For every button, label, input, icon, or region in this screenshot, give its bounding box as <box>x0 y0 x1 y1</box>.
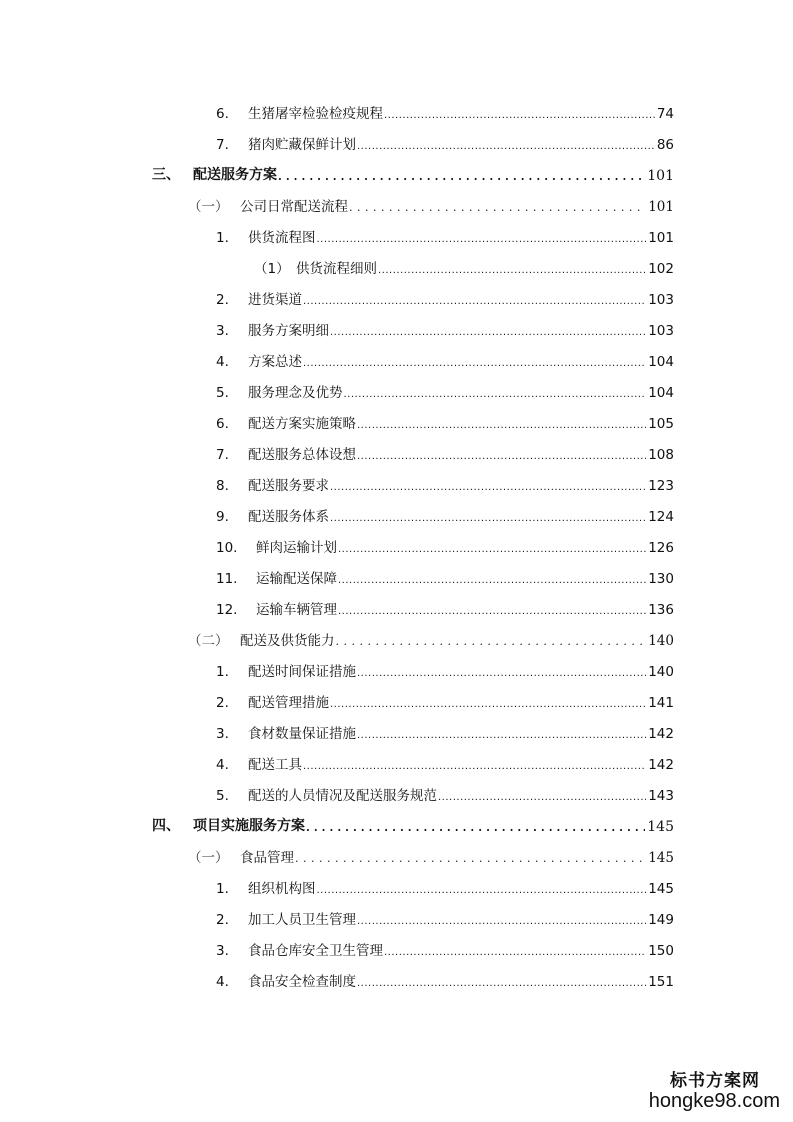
toc-entry-title: 生猪屠宰检验检疫规程 <box>248 106 383 122</box>
toc-entry[interactable] <box>216 722 674 742</box>
toc-entry-title: 进货渠道 <box>248 292 302 308</box>
dot-leader <box>306 823 645 832</box>
toc-entry-number: 3. <box>216 323 229 339</box>
toc-entry-number: （一） <box>188 850 229 866</box>
toc-entry-number: 7. <box>216 447 229 463</box>
toc-entry-page: 124 <box>648 509 674 525</box>
toc-entry[interactable] <box>216 412 674 432</box>
toc-entry[interactable] <box>216 691 674 711</box>
toc-entry-title: 服务方案明细 <box>248 323 329 339</box>
toc-entry[interactable] <box>216 877 674 897</box>
toc-entry-page: 105 <box>648 416 674 432</box>
dot-leader <box>317 234 647 243</box>
toc-entry-number: 2. <box>216 292 229 308</box>
toc-entry-number: 1. <box>216 664 229 680</box>
toc-entry-number: 3. <box>216 943 229 959</box>
dot-leader <box>357 730 646 739</box>
toc-entry-title: 配送服务方案 <box>193 167 277 183</box>
toc-entry-page: 150 <box>648 943 674 959</box>
toc-entry-number: 10. <box>216 540 238 556</box>
toc-entry-number: 2. <box>216 695 229 711</box>
dot-leader <box>303 296 646 305</box>
toc-entry[interactable] <box>188 195 674 215</box>
toc-entry[interactable] <box>216 598 674 618</box>
toc-entry[interactable] <box>216 939 674 959</box>
toc-entry-page: 86 <box>656 137 674 153</box>
toc-entry-page: 104 <box>648 385 674 401</box>
toc-entry-title: 猪肉贮藏保鲜计划 <box>248 137 356 153</box>
toc-entry-title: 方案总述 <box>248 354 302 370</box>
toc-entry-page: 140 <box>648 664 674 680</box>
toc-entry-page: 140 <box>648 633 674 649</box>
toc-entry[interactable] <box>216 133 674 153</box>
toc-entry[interactable] <box>216 443 674 463</box>
toc-entry-page: 145 <box>648 881 674 897</box>
toc-entry-page: 151 <box>648 974 674 990</box>
toc-entry-title: 加工人员卫生管理 <box>248 912 356 928</box>
dot-leader <box>378 265 646 274</box>
dot-leader <box>357 451 646 460</box>
watermark-title: 标书方案网 <box>670 1071 760 1091</box>
dot-leader <box>330 327 646 336</box>
toc-entry-number: 6. <box>216 416 229 432</box>
toc-entry[interactable] <box>216 908 674 928</box>
toc-entry-title: 配送方案实施策略 <box>248 416 356 432</box>
toc-entry-title: 运输配送保障 <box>256 571 337 587</box>
toc-entry-title: 配送及供货能力 <box>240 633 335 649</box>
toc-entry[interactable] <box>254 257 674 277</box>
dot-leader <box>349 203 646 212</box>
toc-entry[interactable] <box>216 288 674 308</box>
toc-entry-page: 143 <box>648 788 674 804</box>
dot-leader <box>357 420 646 429</box>
toc-entry-number: 5. <box>216 788 229 804</box>
dot-leader <box>336 637 647 646</box>
toc-entry[interactable] <box>216 319 674 339</box>
toc-entry-number: （1） <box>254 261 290 277</box>
toc-entry-title: 供货流程图 <box>248 230 316 246</box>
toc-entry-number: （二） <box>188 633 229 649</box>
toc-entry[interactable] <box>216 381 674 401</box>
toc-entry-number: 7. <box>216 137 229 153</box>
toc-entry-number: 12. <box>216 602 238 618</box>
toc-entry-number: 1. <box>216 230 229 246</box>
toc-entry-page: 104 <box>648 354 674 370</box>
toc-entry-number: 四、 <box>152 818 180 834</box>
toc-entry-number: 三、 <box>152 167 180 183</box>
toc-entry-title: 服务理念及优势 <box>248 385 343 401</box>
toc-entry-page: 142 <box>648 757 674 773</box>
toc-entry-page: 123 <box>648 478 674 494</box>
toc-entry[interactable] <box>216 102 674 122</box>
toc-entry-page: 74 <box>656 106 674 122</box>
toc-entry-page: 101 <box>648 199 674 215</box>
dot-leader <box>303 761 646 770</box>
toc-entry[interactable] <box>216 505 674 525</box>
toc-entry-title: 公司日常配送流程 <box>240 199 348 215</box>
toc-entry[interactable] <box>216 784 674 804</box>
toc-entry-title: 配送工具 <box>248 757 302 773</box>
toc-entry-title: 配送管理措施 <box>248 695 329 711</box>
toc-entry-page: 103 <box>648 292 674 308</box>
toc-entry-number: 11. <box>216 571 238 587</box>
toc-entry-page: 130 <box>648 571 674 587</box>
dot-leader <box>338 575 646 584</box>
toc-entry[interactable] <box>152 815 674 835</box>
dot-leader <box>438 792 646 801</box>
toc-entry-page: 145 <box>648 850 674 866</box>
dot-leader <box>303 358 646 367</box>
toc-entry-title: 组织机构图 <box>248 881 316 897</box>
toc-entry-number: 8. <box>216 478 229 494</box>
toc-entry-number: 4. <box>216 974 229 990</box>
toc-entry-title: 配送时间保证措施 <box>248 664 356 680</box>
toc-entry-title: 配送的人员情况及配送服务规范 <box>248 788 437 804</box>
toc-entry-page: 126 <box>648 540 674 556</box>
toc-entry-title: 食品仓库安全卫生管理 <box>248 943 383 959</box>
toc-entry-title: 配送服务体系 <box>248 509 329 525</box>
toc-entry-number: 4. <box>216 354 229 370</box>
dot-leader <box>295 854 646 863</box>
toc-entry-number: 1. <box>216 881 229 897</box>
toc-entry-title: 食品管理 <box>240 850 294 866</box>
toc-entry-page: 149 <box>648 912 674 928</box>
dot-leader <box>330 482 646 491</box>
toc-entry-number: 5. <box>216 385 229 401</box>
toc-entry-number: 2. <box>216 912 229 928</box>
toc-entry[interactable] <box>216 567 674 587</box>
dot-leader <box>338 544 646 553</box>
toc-entry[interactable] <box>216 753 674 773</box>
toc-entry-page: 101 <box>647 168 674 184</box>
toc-entry[interactable] <box>216 226 674 246</box>
toc-entry-page: 142 <box>648 726 674 742</box>
toc-entry-page: 136 <box>648 602 674 618</box>
dot-leader <box>357 668 646 677</box>
toc-entry-page: 145 <box>647 819 674 835</box>
toc-entry-page: 102 <box>648 261 674 277</box>
toc-entry[interactable] <box>216 474 674 494</box>
toc-entry-title: 供货流程细则 <box>296 261 377 277</box>
toc-entry-title: 食品安全检查制度 <box>248 974 356 990</box>
dot-leader <box>344 389 647 398</box>
dot-leader <box>330 699 646 708</box>
toc-entry-title: 项目实施服务方案 <box>193 818 305 834</box>
toc-entry[interactable] <box>152 164 674 184</box>
toc-entry[interactable] <box>216 970 674 990</box>
toc-entry-page: 101 <box>648 230 674 246</box>
toc-entry-title: 配送服务总体设想 <box>248 447 356 463</box>
dot-leader <box>338 606 646 615</box>
dot-leader <box>357 916 646 925</box>
toc-entry-page: 141 <box>648 695 674 711</box>
toc-entry[interactable] <box>216 536 674 556</box>
toc-entry-number: 3. <box>216 726 229 742</box>
toc-entry[interactable] <box>216 350 674 370</box>
toc-entry[interactable] <box>216 660 674 680</box>
dot-leader <box>357 141 655 150</box>
toc-entry-page: 108 <box>648 447 674 463</box>
dot-leader <box>278 172 645 181</box>
toc-entry-number: （一） <box>188 199 229 215</box>
watermark-logo <box>646 1066 786 1116</box>
toc-entry-title: 运输车辆管理 <box>256 602 337 618</box>
toc-entry-title: 配送服务要求 <box>248 478 329 494</box>
dot-leader <box>384 110 655 119</box>
watermark-url: hongke98.com <box>648 1090 780 1112</box>
toc-entry[interactable] <box>188 629 674 649</box>
dot-leader <box>357 978 646 987</box>
toc-entry-number: 6. <box>216 106 229 122</box>
toc-entry-page: 103 <box>648 323 674 339</box>
toc-entry-number: 4. <box>216 757 229 773</box>
toc-entry[interactable] <box>188 846 674 866</box>
toc-entry-number: 9. <box>216 509 229 525</box>
toc-entry-title: 鲜肉运输计划 <box>256 540 337 556</box>
toc-entry-title: 食材数量保证措施 <box>248 726 356 742</box>
dot-leader <box>330 513 646 522</box>
dot-leader <box>317 885 647 894</box>
dot-leader <box>384 947 646 956</box>
